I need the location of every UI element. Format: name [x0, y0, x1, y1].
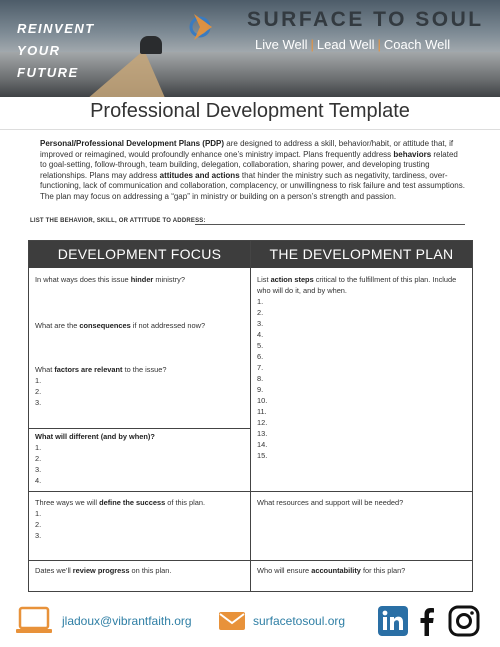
list-item: 4. [35, 476, 42, 485]
list-behavior-label: LIST THE BEHAVIOR, SKILL, OR ATTITUDE TO ADDRESS: [30, 218, 206, 224]
outcome-question[interactable]: What will different (and by when)? 1. 2. 3. 4. [35, 431, 245, 486]
intro-paragraph [40, 139, 465, 202]
intro-text: that hinder the ministry such as negativity, tardiness, over-functioning, lack of communication and collaboration, complacency, or unwillingness to risk failure and test assumptions. The plan may focus on addressing a “gap” in ministry or building on a person’s strength and passion. [40, 170, 465, 201]
list-item: 1. [35, 509, 42, 518]
laptop-icon [14, 606, 54, 636]
row-divider [29, 560, 472, 561]
intro-text: related to goal-setting, follow-through, team building, delegation, collaboration, sharing power, and developing trusting relationships. Plans may address [40, 149, 458, 180]
mail-icon [218, 611, 246, 631]
list-item: 1. [35, 376, 42, 385]
website-link[interactable]: surfacetosoul.org [253, 614, 346, 628]
list-item: 6. [257, 352, 264, 361]
review-question[interactable]: Dates we’ll review progress on this plan. [35, 566, 172, 575]
intro-bold: behaviors [393, 149, 432, 159]
consequences-question[interactable]: What are the consequences if not addressed now? [35, 321, 206, 330]
list-item: 2. [35, 387, 42, 396]
list-behavior-line [195, 224, 465, 225]
list-item: 2. [35, 520, 42, 529]
list-item: 1. [35, 443, 42, 452]
success-question[interactable]: Three ways we will define the success of this plan. 1. 2. 3. [35, 497, 245, 541]
list-item: 13. [257, 429, 268, 438]
tagline-line: FUTURE [17, 65, 79, 80]
page-title: Professional Development Template [90, 100, 410, 122]
paddleboard-image [86, 50, 184, 97]
development-focus-header: DEVELOPMENT FOCUS [29, 241, 250, 268]
list-item: 14. [257, 440, 268, 449]
list-item: 10. [257, 396, 268, 405]
intro-bold: attitudes and actions [159, 170, 240, 180]
list-item: 1. [257, 297, 264, 306]
list-item: 15. [257, 451, 268, 460]
list-item: 11. [257, 407, 267, 416]
list-item: 4. [257, 330, 264, 339]
hinder-question[interactable]: In what ways does this issue hinder ministry? [35, 275, 185, 284]
accountability-question[interactable]: Who will ensure accountability for this plan? [257, 566, 406, 575]
list-behavior-field[interactable] [30, 218, 470, 224]
footer [0, 600, 500, 647]
paddler-image [140, 36, 162, 54]
motto: Live Well | Lead Well | Coach Well [255, 37, 451, 52]
brand-name: SURFACE TO SOUL [247, 8, 484, 31]
list-item: 2. [257, 308, 264, 317]
tagline-line: YOUR [17, 43, 61, 58]
intro-text: are designed to address a skill, behavior/habit, or attitude that, if improved or reimagined, would profoundly enhance one’s ministry impact. Plans frequently address [40, 139, 454, 159]
motto-item: Lead Well [316, 37, 375, 52]
list-item: 5. [257, 341, 264, 350]
row-divider [29, 491, 472, 492]
title-bar [0, 97, 500, 130]
tagline [17, 18, 95, 84]
list-item: 9. [257, 385, 264, 394]
column-divider [250, 241, 251, 591]
facebook-icon[interactable] [418, 606, 436, 636]
motto-item: Live Well [255, 37, 308, 52]
development-plan-header: THE DEVELOPMENT PLAN [251, 241, 472, 268]
list-item: 7. [257, 363, 264, 372]
resources-question[interactable]: What resources and support will be needed? [257, 498, 404, 507]
header-banner [0, 0, 500, 97]
intro-bold: Personal/Professional Development Plans (PDP) [40, 139, 225, 148]
instagram-icon[interactable] [448, 605, 480, 637]
tagline-line: REINVENT [17, 21, 95, 36]
linkedin-icon[interactable] [378, 606, 408, 636]
list-item: 8. [257, 374, 264, 383]
list-item: 2. [35, 454, 42, 463]
factors-question[interactable]: What factors are relevant to the issue? 1. 2. 3. [35, 364, 245, 408]
list-item: 3. [35, 398, 42, 407]
email-link[interactable]: jladoux@vibrantfaith.org [62, 614, 192, 628]
action-steps-field[interactable]: List action steps critical to the fulfillment of this plan. Include who will do it, and by when. 1. 2. 3. 4. 5. 6. 7. 8. 9. 10. 11. 12. 13. 14. 15. [257, 274, 467, 461]
list-item: 3. [257, 319, 264, 328]
surface-to-soul-logo-icon [188, 12, 218, 42]
motto-item: Coach Well [383, 37, 451, 52]
list-item: 3. [35, 465, 42, 474]
row-divider [29, 428, 250, 429]
list-item: 3. [35, 531, 42, 540]
development-table [28, 240, 473, 592]
list-item: 12. [257, 418, 268, 427]
